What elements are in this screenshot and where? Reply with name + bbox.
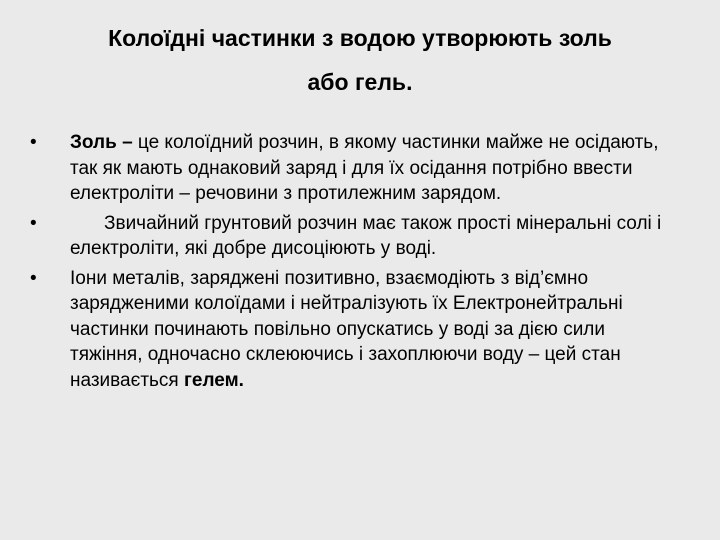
bullet-item-sol — [30, 130, 680, 207]
bullet-item-metal-ions — [30, 266, 680, 394]
term-sol: Золь – — [70, 132, 133, 153]
bullet-icon: • — [30, 212, 37, 234]
bullet-text-metal-ions: Іони металів, заряджені позитивно, взаємодіють з від’ємно зарядженими колоїдами і нейтралізують їх Електронейтральні частинки починають повільно опускатись у воді за дією сили тяжіння, одночасно склеюючись і захоплюючи воду – цей стан називається — [70, 267, 623, 391]
term-gel: гелем. — [183, 369, 244, 391]
bullet-item-soil-solution — [30, 211, 680, 262]
bullet-icon: • — [30, 132, 37, 153]
bullet-list — [30, 130, 680, 397]
bullet-icon: • — [30, 267, 37, 289]
slide-title-line-2: або гель. — [307, 69, 413, 95]
bullet-text-sol: це колоїдний розчин, в якому частинки майже не осідають, так як мають однаковий заряд і для їх осідання потрібно ввести електроліти – речовини з протилежним зарядом. — [70, 132, 659, 204]
slide-title-line-1: Колоїдні частинки з водою утворюють золь — [108, 25, 612, 51]
slide-title — [30, 16, 690, 104]
bullet-text-soil-solution: Звичайний грунтовий розчин має також прості мінеральні солі і електроліти, які добре дисоціюють у воді. — [70, 212, 662, 259]
